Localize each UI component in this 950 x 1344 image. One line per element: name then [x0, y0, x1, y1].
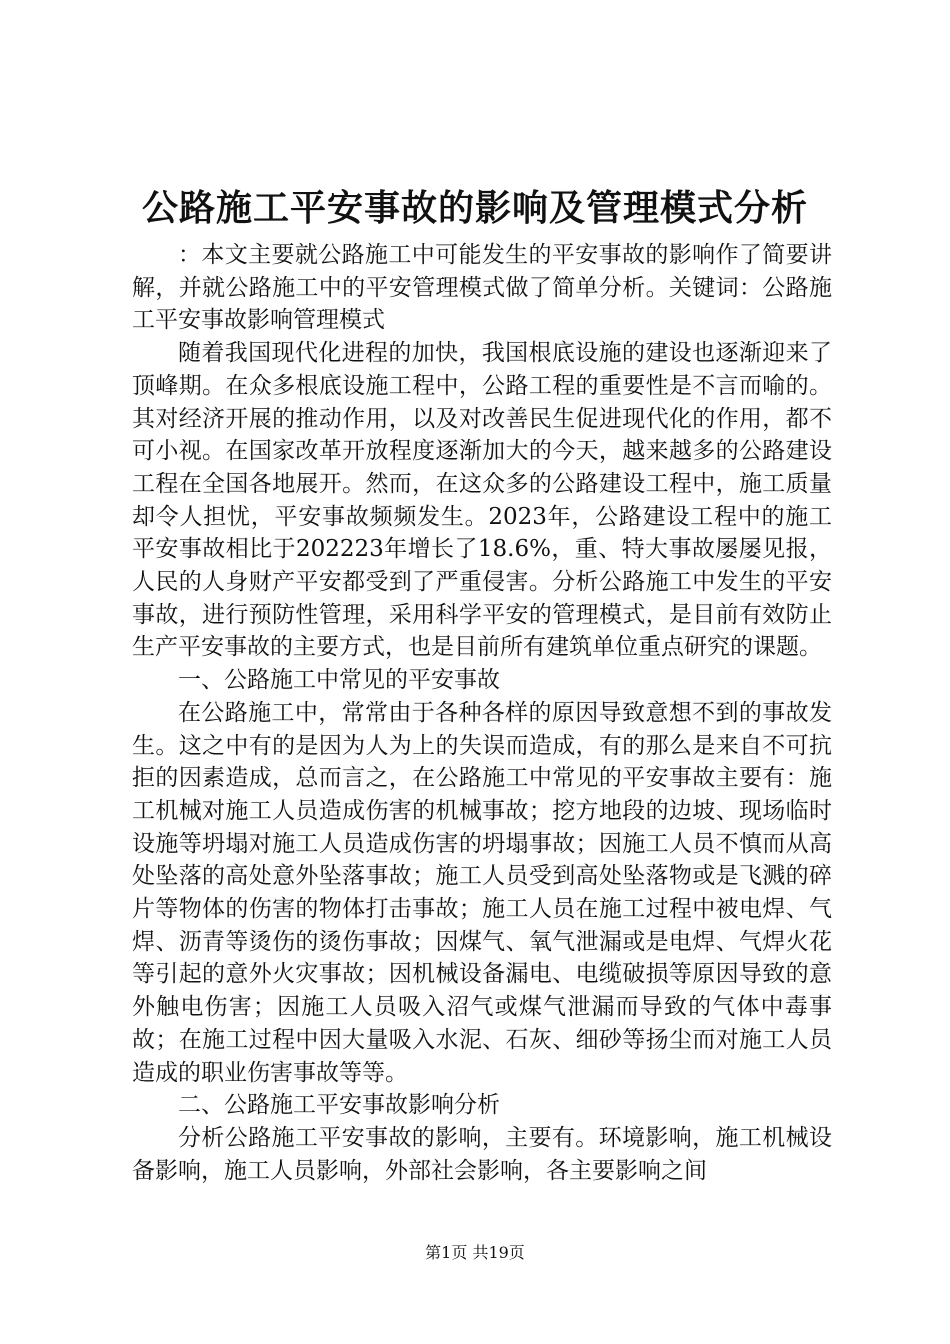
- section-heading-2: 二、公路施工平安事故影响分析: [178, 1092, 500, 1119]
- page-footer: 第1页 共19页: [425, 1243, 525, 1262]
- intro-paragraph: 随着我国现代化进程的加快，我国根底设施的建设也逐渐迎来了顶峰期。在众多根底设施工程中，公路工程的重要性是不言而喻的。其对经济开展的推动作用，以及对改善民生促进现代化的作用，都不可小视。在国家改革开放程度逐渐加大的今天，越来越多的公路建设工程在全国各地展开。然而，在这众多的公路建设工程中，施工质量却令人担忧，平安事故频频发生。2023年，公路建设工程中的施工平安事故相比于202223年增长了18.6%，重、特大事故屡屡见报，人民的人身财产平安都受到了严重侵害。分析公路施工中发生的平安事故，进行预防性管理，采用科学平安的管理模式，是目前有效防止生产平安事故的主要方式，也是目前所有建筑单位重点研究的课题。: [132, 340, 832, 661]
- document-title: 公路施工平安事故的影响及管理模式分析: [141, 187, 808, 229]
- section-2-paragraph: 分析公路施工平安事故的影响，主要有。环境影响，施工机械设备影响，施工人员影响，外部社会影响，各主要影响之间: [132, 1124, 832, 1184]
- document-body: [132, 239, 832, 1187]
- abstract-paragraph: ：本文主要就公路施工中可能发生的平安事故的影响作了简要讲解，并就公路施工中的平安管理模式做了简单分析。关键词：公路施工平安事故影响管理模式: [132, 242, 832, 334]
- section-heading-1: 一、公路施工中常见的平安事故: [178, 667, 500, 694]
- section-1-paragraph: 在公路施工中，常常由于各种各样的原因导致意想不到的事故发生。这之中有的是因为人为上的失误而造成，有的那么是来自不可抗拒的因素造成，总而言之，在公路施工中常见的平安事故主要有：施工机械对施工人员造成伤害的机械事故；挖方地段的边坡、现场临时设施等坍塌对施工人员造成伤害的坍塌事故；因施工人员不慎而从高处坠落的高处意外坠落事故；施工人员受到高处坠落物或是飞溅的碎片等物体的伤害的物体打击事故；施工人员在施工过程中被电焊、气焊、沥青等烫伤的烫伤事故；因煤气、氧气泄漏或是电焊、气焊火花等引起的意外火灾事故；因机械设备漏电、电缆破损等原因导致的意外触电伤害；因施工人员吸入沼气或煤气泄漏而导致的气体中毒事故；在施工过程中因大量吸入水泥、石灰、细砂等扬尘而对施工人员造成的职业伤害事故等等。: [132, 699, 832, 1086]
